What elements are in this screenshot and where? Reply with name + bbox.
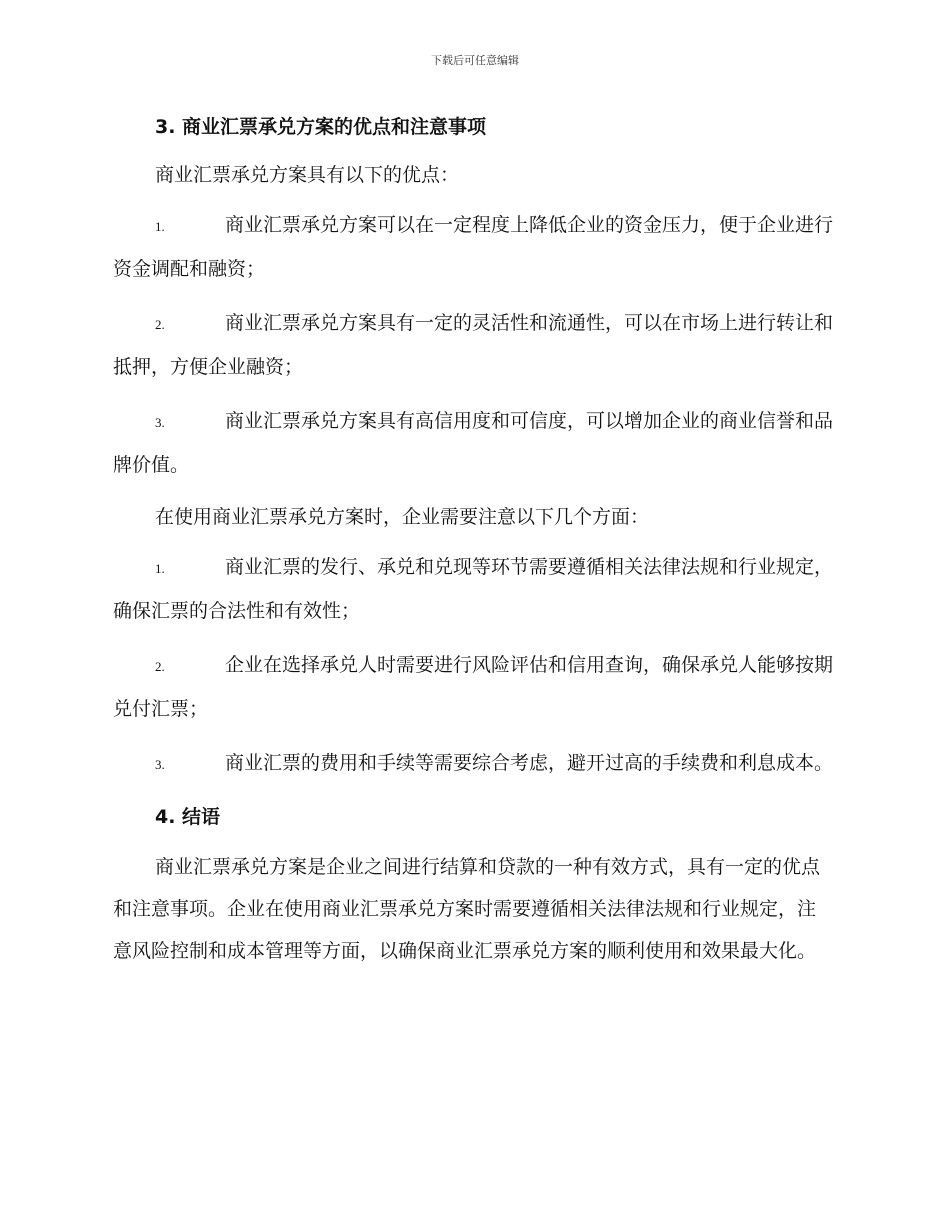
item-text: 商业汇票承兑方案具有一定的灵活性和流通性，可以在市场上进行转让和抵押，方便企业融资； (113, 312, 834, 378)
note-item (113, 742, 833, 786)
item-number: 1. (155, 219, 165, 234)
conclusion-paragraph: 商业汇票承兑方案是企业之间进行结算和贷款的一种有效方式，具有一定的优点和注意事项。企业在使用商业汇票承兑方案时需要遵循相关法律法规和行业规定，注意风险控制和成本管理等方面，以确保商业汇票承兑方案的顺利使用和效果最大化。 (113, 856, 821, 962)
item-text: 商业汇票承兑方案可以在一定程度上降低企业的资金压力，便于企业进行资金调配和融资； (113, 214, 834, 280)
item-number: 1. (155, 561, 165, 576)
item-text: 商业汇票的发行、承兑和兑现等环节需要遵循相关法律法规和行业规定，确保汇票的合法性和有效性； (113, 556, 834, 622)
advantages-intro: 商业汇票承兑方案具有以下的优点： (155, 164, 460, 186)
note-item (113, 644, 833, 730)
page-header: 下载后可任意编辑 (431, 54, 519, 67)
item-number: 3. (155, 757, 165, 772)
item-number: 2. (155, 659, 165, 674)
item-number: 2. (155, 317, 165, 332)
item-text: 企业在选择承兑人时需要进行风险评估和信用查询，确保承兑人能够按期兑付汇票； (113, 654, 834, 720)
section-heading-3: 3. 商业汇票承兑方案的优点和注意事项 (155, 116, 487, 138)
item-text: 商业汇票承兑方案具有高信用度和可信度，可以增加企业的商业信誉和品牌价值。 (113, 410, 834, 476)
note-item (113, 546, 833, 632)
section-heading-4: 4. 结语 (155, 806, 221, 828)
item-text: 商业汇票的费用和手续等需要综合考虑，避开过高的手续费和利息成本。 (225, 752, 834, 774)
advantage-item (113, 400, 833, 486)
advantage-item (113, 204, 833, 290)
notes-intro: 在使用商业汇票承兑方案时，企业需要注意以下几个方面： (155, 506, 650, 528)
document-body (113, 108, 833, 982)
advantage-item (113, 302, 833, 388)
item-number: 3. (155, 415, 165, 430)
